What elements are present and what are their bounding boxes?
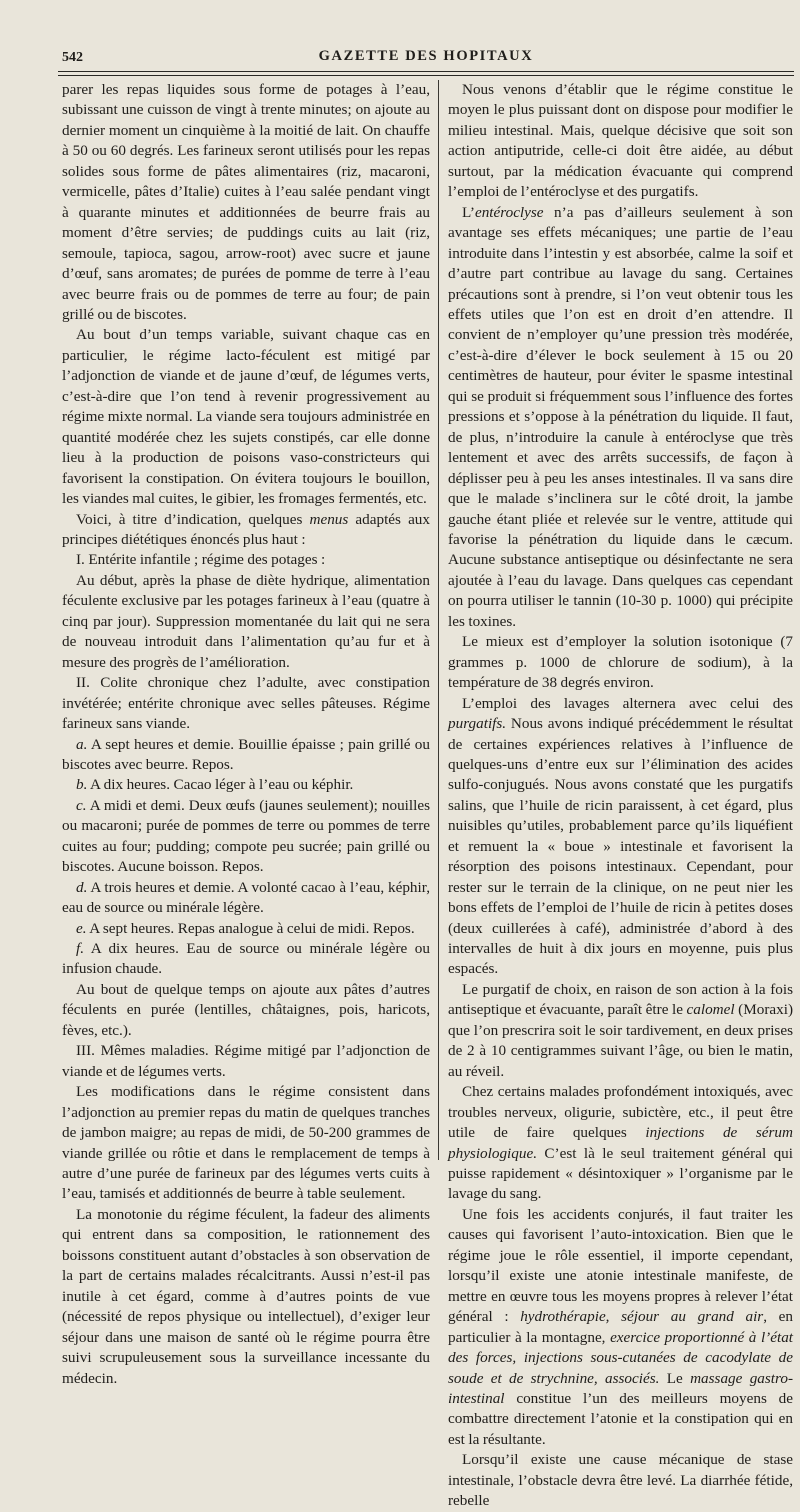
section-heading: I. Entérite infantile ; régime des potages :: [76, 551, 326, 569]
menu-item: c. A midi et demi. Deux œufs (jaunes seulement); nouilles ou macaroni; purée de pommes de terre ou pommes de terre cuites au four; pudding; compote peu sucrée; pain grillé ou biscotes. Aucune boisson. Repos.: [62, 796, 430, 876]
page-number: 542: [62, 50, 83, 65]
paragraph: Le purgatif de choix, en raison de son action à la fois antiseptique et évacuante, paraît être le calomel (Moraxi) que l’on prescrira soit le soir tardivement, en deux prises de 2 à 10 centigrammes suivant l’âge, ou bien le matin, au réveil.: [448, 980, 793, 1080]
paragraph: Voici, à titre d’indication, quelques menus adaptés aux principes diététiques énoncés plus haut :: [62, 510, 430, 548]
paragraph: Au bout d’un temps variable, suivant chaque cas en particulier, le régime lacto-féculent est mitigé par l’adjonction de viande et de jaune d’œuf, de légumes verts, c’est-à-dire que l’on tend à revenir progressivement au régime mixte normal. La viande sera toujours administrée en quantité modérée chez les sujets constipés, car elle donne lieu à la production de poisons vaso-constricteurs qui favorisent la constipation. On évitera toujours le bouillon, les viandes mal cuites, le gibier, les fromages fermentés, etc.: [62, 326, 430, 508]
paragraph: Le mieux est d’employer la solution isotonique (7 grammes p. 1000 de chlorure de sodium), à la température de 38 degrés environ.: [448, 633, 793, 692]
right-column: [448, 80, 794, 1510]
paragraph: Les modifications dans le régime consistent dans l’adjonction au premier repas du matin de quelques tranches de jambon maigre; au repas de midi, de 50-200 grammes de viande grillée ou rôtie et dans le remplacement de temps à autre d’une purée de farineux par des légumes verts cuits à l’eau, tamisés et additionnés de beurre à table seulement.: [62, 1083, 430, 1203]
paragraph: Lorsqu’il existe une cause mécanique de stase intestinale, l’obstacle devra être levé. La diarrhée fétide, rebelle: [448, 1451, 793, 1510]
header-rule-thick: [58, 71, 794, 72]
paragraph: Chez certains malades profondément intoxiqués, avec troubles nerveux, oligurie, subictère, etc., il peut être utile de faire quelques injections de sérum physiologique. C’est là le seul traitement général qui puisse rapidement « désintoxiquer » l’organisme par le lavage du sang.: [448, 1083, 793, 1203]
paragraph: parer les repas liquides sous forme de potages à l’eau, subissant une cuisson de vingt à trente minutes; on ajoute au dernier moment un cinquième à la moitié de lait. On chauffe à 50 ou 60 degrés. Les farineux seront utilisés pour les repas solides sous forme de pâtes alimentaires (riz, macaroni, vermicelle, pâtes d’Italie) cuites à l’eau salée pendant vingt à quarante minutes et additionnées de beurre frais au moment d’être servies; de puddings cuits au lait (riz, semoule, tapioca, sagou, arrow-root) avec sucre et jaune d’œuf, sans aromates; de purées de pomme de terre à l’eau avec beurre frais ou de pommes de terre au four; de pain grillé ou de biscotes.: [62, 81, 430, 323]
paragraph: L’entéroclyse n’a pas d’ailleurs seulement à son avantage ses effets mécaniques; une partie de l’eau introduite dans l’intestin y est absorbée, calme la soif et d’autre part contribue au lavage du sang. Certaines précautions sont à prendre, si l’on veut obtenir tous les effets utiles que l’on est en droit d’en attendre. Il convient de n’employer qu’une pression très modérée, c’est-à-dire d’élever le bock seulement à 15 ou 20 centimètres de hauteur, pour éviter le spasme intestinal qui se produit si fréquemment sous l’influence des fortes pressions et s’oppose à la pénétration du liquide. Il faut, de plus, n’introduire la canule à entéroclyse que très lentement et avec des arrêts successifs, de façon à déplisser peu à peu les anses intestinales. Il va sans dire que le malade s’inclinera sur le côté droit, la jambe gauche étant pliée et relevée sur le ventre, attitude qui favorise la pénétration du liquide dans le cæcum. Aucune substance antiseptique ou désinfectante ne sera ajoutée à l’eau du lavage. Dans quelques cas cependant on pourra utiliser le tannin (10-30 p. 1000) qui précipite les toxines.: [448, 203, 793, 630]
menu-item: b. A dix heures. Cacao léger à l’eau ou képhir.: [76, 776, 354, 794]
section-heading: II. Colite chronique chez l’adulte, avec constipation invétérée; entérite chronique avec selles pâteuses. Régime farineux sans viande.: [62, 674, 430, 733]
section-heading: III. Mêmes maladies. Régime mitigé par l’adjonction de viande et de légumes verts.: [62, 1042, 430, 1080]
column-divider: [438, 80, 439, 1160]
running-header: [58, 44, 794, 68]
paragraph: L’emploi des lavages alternera avec celui des purgatifs. Nous avons indiqué précédemment le résultat de certaines expériences relatives à l’influence de quelques-uns d’entre eux sur l’élimination des acides sulfo-conjugués. Nous avons constaté que les purgatifs salins, que l’huile de ricin paraissent, à cet égard, plus nuisibles qu’utiles, probablement parce qu’ils liquéfient et remuent la « boue » intestinale et favorisent la résorption des poisons intestinaux. Cependant, pour rester sur le terrain de la clinique, on ne peut nier les bons effets de l’emploi de l’huile de ricin à petites doses (deux cuillerées à café), administrée d’abord à des intervalles de huit à dix jours en moyenne, puis plus espacés.: [448, 694, 793, 978]
paragraph: Nous venons d’établir que le régime constitue le moyen le plus puissant dont on dispose pour modifier le milieu intestinal. Mais, quelque décisive que soit son action antiputride, celle-ci doit être aidée, au début surtout, par la médication évacuante qui comprend l’emploi de l’entéroclyse et des purgatifs.: [448, 81, 793, 201]
paragraph: Une fois les accidents conjurés, il faut traiter les causes qui favorisent l’auto-intoxication. Bien que le régime joue le rôle essentiel, il importe cependant, lorsqu’il existe une atonie intestinale manifeste, de mettre en œuvre tous les moyens propres à relever l’état général : hydrothérapie, séjour au grand air, en particulier à la montagne, exercice proportionné à l’état des forces, injections sous-cutanées de cacodylate de soude et de strychnine, associés. Le massage gastro-intestinal constitue l’un des meilleurs moyens de combattre directement l’atonie et la constipation qui en est la résultante.: [448, 1205, 794, 1448]
menu-item: a. A sept heures et demie. Bouillie épaisse ; pain grillé ou biscotes avec beurre. Repos.: [62, 735, 430, 773]
menu-item: e. A sept heures. Repas analogue à celui de midi. Repos.: [76, 919, 415, 937]
menu-item: f. A dix heures. Eau de source ou minérale légère ou infusion chaude.: [62, 940, 430, 978]
journal-title: GAZETTE DES HOPITAUX: [318, 48, 534, 64]
header-rule-thin: [58, 75, 794, 76]
paragraph: Au début, après la phase de diète hydrique, alimentation féculente exclusive par les potages farineux à l’eau (quatre à cinq par jour). Suppression momentanée du lait qui ne sera de nouveau introduit dans l’alimentation qu’au fur et à mesure des progrès de l’amélioration.: [62, 571, 430, 671]
menu-item: d. A trois heures et demie. A volonté cacao à l’eau, képhir, eau de source ou minérale légère.: [62, 878, 430, 917]
paragraph: La monotonie du régime féculent, la fadeur des aliments qui entrent dans sa composition, le rationnement des boissons constituent autant d’obstacles à son observation de la part de certains malades récalcitrants. Aussi n’est-il pas inutile à cet égard, comme à d’autres points de vue (nécessité de repos physique ou intellectuel), d’exiger leur séjour dans une maison de santé où le régime pourra être suivi scrupuleusement sous la surveillance incessante du médecin.: [62, 1205, 430, 1387]
left-column: [62, 80, 430, 1387]
paragraph: Au bout de quelque temps on ajoute aux pâtes d’autres féculents en purée (lentilles, châtaignes, pois, haricots, fèves, etc.).: [62, 980, 430, 1039]
